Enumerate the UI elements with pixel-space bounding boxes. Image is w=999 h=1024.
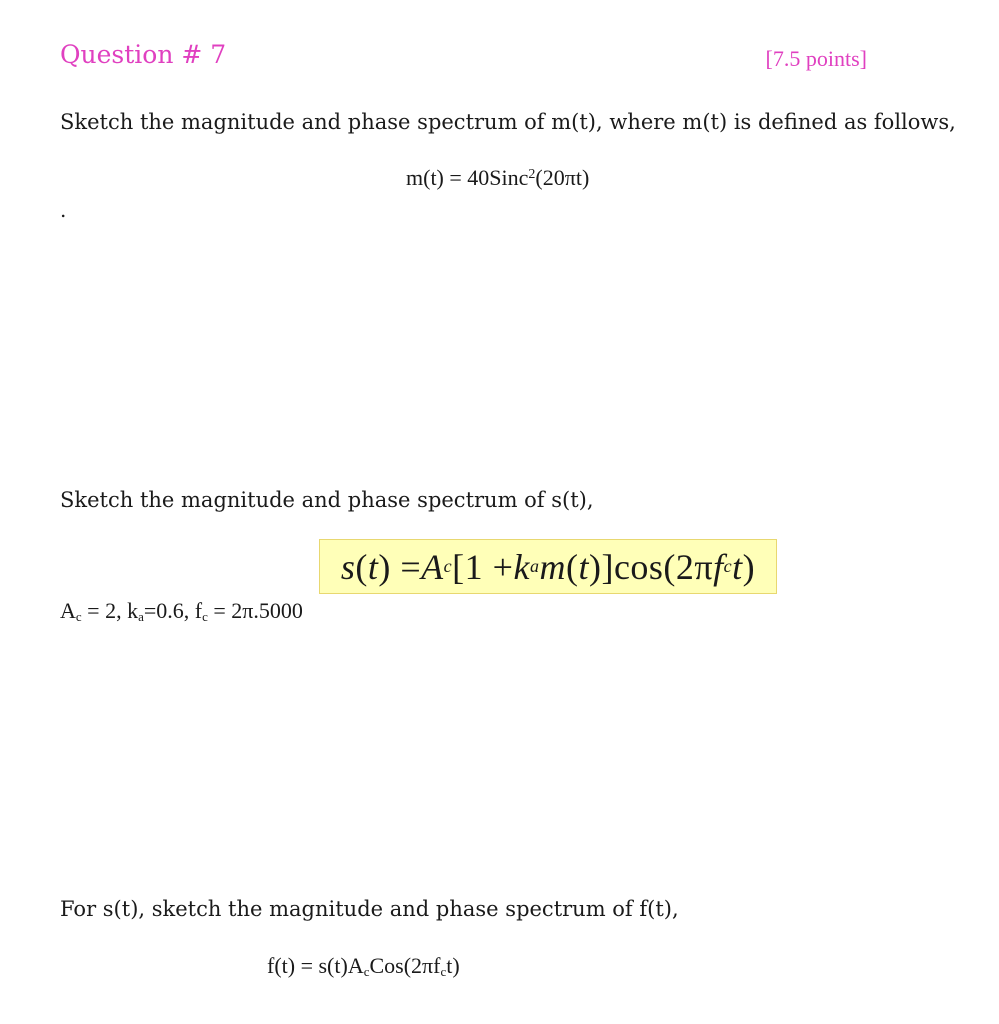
question-title: Question # 7 [60,40,227,69]
param-fc-rest: = 2π.5000 [207,598,303,623]
eq-c1: c [443,556,453,576]
param-ka-sub: a [138,609,144,624]
f-t-formula [267,953,460,980]
eq-c2: c [723,556,733,576]
eq-A: A [421,546,444,587]
f-t-formula-sub1: c [363,964,370,979]
s-t-equation-highlight: s ( t ) = A c [1 + k a m ( t )]cos(2π f c t ) [319,539,777,594]
part3-prompt: For s(t), sketch the magnitude and phase spectrum of f(t), [60,897,679,921]
param-Ac-sub: c [75,609,82,624]
eq-k: k [513,546,530,587]
param-fc-sub: c [202,609,208,624]
m-t-formula [406,165,589,191]
eq-t3: t [732,546,743,587]
eq-one-plus: [1 + [452,546,514,587]
eq-equals: ) = [378,546,422,587]
part1-prompt: Sketch the magnitude and phase spectrum of m(t), where m(t) is defined as follows, [60,110,956,134]
f-t-formula-sub2: c [440,964,447,979]
eq-s: s [340,546,356,587]
eq-t2: t [578,546,589,587]
part2-prompt: Sketch the magnitude and phase spectrum of s(t), [60,488,594,512]
f-t-formula-a: f(t) = s(t)A [267,953,364,978]
eq-close: )]cos(2π [588,546,714,587]
param-ka-rest: =0.6, f [143,598,203,623]
points-label: [7.5 points] [765,46,867,71]
m-t-formula-lhs: m(t) = 40Sinc [406,165,529,190]
stray-dot: . [60,198,67,222]
m-t-formula-rhs: (20πt) [535,165,590,190]
f-t-formula-c: t) [446,953,460,978]
eq-f: f [713,546,724,587]
eq-m: m [539,546,566,587]
param-Ac-rest: = 2, k [81,598,139,623]
param-A: A [60,598,76,623]
eq-t1: t [367,546,379,587]
f-t-formula-b: Cos(2πf [369,953,441,978]
eq-a: a [529,556,540,576]
s-t-parameters [60,598,303,625]
m-t-formula-exponent: 2 [528,167,536,182]
